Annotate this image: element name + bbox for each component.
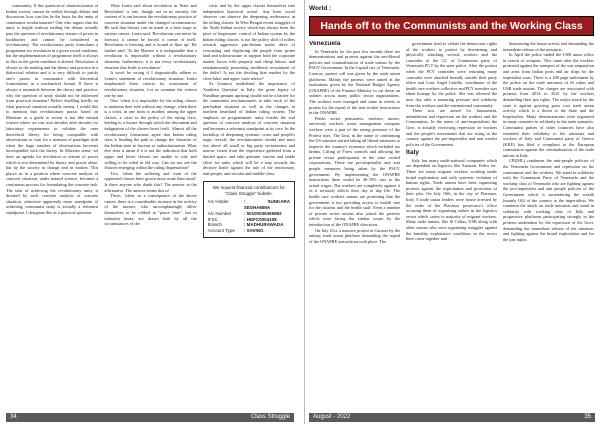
paragraph: government tried to violate the democratic rights of the workers to protest by threatening and physically attacking several workers and the comrades of the CC of Communist party of Venezuela PCV by the state police. After the protest when the PCV comrades were returning many comrades were attacked brutally outside their party office and Com. Angel Castillo, coordinator of the health care workers collective and PCV member was taken hostage by the police. She was released the next day after a mounting pressure and solidarity from the workers and the international community. [406,41,497,108]
right-page [304,0,600,424]
section-tag: World : [309,5,332,12]
paragraph: Three, 'when, as a consequence of the above causes, there is a considerable increase in the activity of the masses, who uncomplainingly allow themselves to be robbed in "peace time", but in turbulent times, are drawn both by all the circumstances of the [104,193,197,227]
paragraph: On July 21st, a massive protest in Caracas by the unitary trade union platform demanding the repeal of the ONAPRE instructions took place. The [309,227,400,244]
right-footer-bar [309,413,595,422]
section-heading: Italy [406,149,420,157]
paragraph: community. If this question of characterization of Indian society cannot be settled through debate and discussion, how can this be the basis for the unity of communist revolutionaries? One who argues that the unity is fragile without settling the debate actually puts the question of revolutionary seizure of power in backburner and cannot be considered as revolutionary. The revolutionary party formulates a programme for revolution in a given social condition, but the implementation of programme itself is always in flux as the given condition is altered. Revolution is always in the making and the theory and practice in a dialectical relation and it is very difficult to justify one's praxis in consonance with theoretical formulations in a mechanical format. If there is always a mismatch between the theory and practice, why the question of unity should not be addressed from practical situation? Before dwelling briefly on what practical situation actually means, I would like to mention that revolutionary praxis based on Marxism as a guide to action is not like natural science where we can wait decades after decades for laboratory experiments to validate the ones theoretical theory for being compatible with observations or wait for a moment of paradigm shift when the large number of observations becomes incompatible with the theory. In Marxian sense, we have an agenda for revolution or seizure of power which is not determined by theory and praxis alone, but by the society in change and in motion. This places us in a position where concrete analysis of concrete situation, under natural science, becomes a continuous process for formulating the concrete task. The task of achieving the revolutionary unity is dictated by such concrete analysis of concrete situation, otherwise apparently more standpoint of achieving communist unity is actually a reformist standpoint. I designate this as a practical question. [6,3,99,215]
paragraph: Italy has many multi-national companies which are dependent on logistics like Amazon, Fedex etc. There are many migrant workers working under brutal exploitation and with systemic violation of human rights. Trade unions have been organizing protests against the exploitation and protection of their jobs. On July 19th, in the city of Piacenza, Italy, 8 trade union leaders were house arrested by the order of the Piacenza prosecutor's office accusing them of organising strikes in the logistics sector which caters to majority of migrant workers. Many trade unions, like SI Cobas, USB along with other unions who were organizing struggles against the brutality exploitative conditions in the sector have come together and [406,157,497,242]
paragraph: Public sector pensioners, teachers, nurses, university workers, waste management company workers were a part of the strong presence of the Protest sites. The Unit, in the name of confronting the US sanction started taking all liberal measures to improve the country's economy which included tax breaks, Lifting of Forex controls and allowing the private sector participation in the state owned corporations. These are pro-imperialist and anti people measures being taken by the PSUV government. By implementing the ONAPRE instructions there would be 40-70% cuts to the actual wages. The workers are completely against it as it seriously affects their day to day life. The health care workers unions are protesting that the government is not providing access to health care for the citizens and the health staff. Even a number of private sector unions also joined the protests which were facing the similar issues by the introduction of the ONAPRE directions. [309,115,400,227]
left-column-2 [104,3,196,406]
paragraph: These acts are aimed for harassment, intimidation and repression on the workers and the Communists. In the name of anti-imperialism the Govt. is actually exercising repression on workers and the people's movements that are rising in the country against the pro-imperialist and anti worker policies of the Government. [406,108,497,147]
paragraph: As Gramsci underlined the importance of 'Southern Question' in Italy, the great legacy of Naxalbari peasant uprising should not be a barrier for the communist revolutionaries to take stock of the pan-Indian situation as well as the changes in northern heartland of Indian ruling system. The emphasis on programmatic unity evades the real question of concrete analysis of concrete situation and becomes a reformist standpoint at its core. In the backdrop of deepening systemic crisis and people's tragic revival, the revolutionaries should and must rise above all small or big party sectarianism and narrow vision from the experience gathered from a limited space, and take genuine, sincere and stable effort for unity which will be a step towards the decisive battle against the rule of the reactionary, anti-people, anti-secular and middle-class. [202,81,295,176]
bank-key: IFSC [207,216,218,222]
bank-key: A/c Number [207,210,232,216]
section-heading: Venezuela [309,41,341,47]
left-columns [6,3,295,406]
bank-value: : SAVING [243,228,264,234]
page-number: 34 [10,414,17,420]
bank-value: : MADHURAWADA [243,222,284,228]
bank-key: Account Type [207,228,235,234]
left-footer-bar [6,413,294,422]
paragraph: Two, 'when the suffering and want of the oppressed classes have grown more acute than usual'. Is there anyone who doubt this? The answer in the affirmative. The answer seems this is! [104,170,197,193]
paragraph: What Lenin said about revolution in 'State and Revolution' is true, though not in its entirety, the content of it can become the revolutionary practice of concrete situation under the changed circumstances. He said that history can be made at a later stage or various causes. Lenin said, 'Revolutions can never be forecast; it cannot be forced; it comes of itself. Revolution is brewing and is bound to flare up'. He further said, 'To the Marxist it is indisputable that a revolution is impossible without a revolutionary situation; furthermore, it is not every revolutionary situation that leads to revolution'. [104,3,197,70]
footer-label: August - 2022 [313,414,351,420]
paragraph: In April the police raided the USB union office in search of weapons. This came after the workers protested against the transport of the war amputation and arms from Italian ports and air ships for the imperialist wars. There is a 200 page indictment by the police on the trade unionists of SI cobas and USB trade unions. The charges are associated with protests from 2014 to 2021 by the workers demanding their just rights. The major attack by the state is against growing grass root trade union activity which is a threat to the State and the Imperialists. Many demonstrations were organized in many countries in solidarity to the trade unionists. Communist parties of other countries have also extended their solidarity to the unionists and workers of Italy and Communist party of Greece (KKE) has filed a complaint to the European commission against the criminalization of the trade unions in Italy. [503,52,594,158]
right-column-2 [406,41,497,395]
contribution-appeal-box [203,181,295,238]
bank-row [208,199,290,211]
appeal-intro: We request financial contributions for "Class Struggle" bulletin. [212,185,285,196]
paragraph: One, 'when it is impossible for the ruling classes to maintain their rule without any change, when there is a crisis, in one form or another, among the upper classes, a crisis in the policy of the ruling class, leading to a fissure through which the discontent and indignation of the classes burst forth'. Almost all the revolutionary formations agree that Indian ruling class is heading the path to change the character of the Indian state to fascism or authoritarianism. What else does it mean if it is not the indication that both upper and lower classes are unable to rule and willing to be ruled in old way. Can we not see the fissures emerging within the ruling dispensation? [104,98,197,171]
paragraph: CPI(ML) condemns the anti-people policies of the Venezuela Government and repression on the communists and the workers. We stand in solidarity with the Communist Party of Venezuela and the working class of Venezuela who are fighting against the pro-imperialist and anti people policies of the Government which is surrendering the wealth (mainly Oil) of the country to the imperialists. We condemn the attack on trade unionists and stand in solidarity with working class of Italy and progressive platforms participating strongly in the protests undertaken by the repression of the Govt. demanding the immediate release of the unionists and fighting against the brutal exploitation and for the just rights. [503,158,594,242]
footer-label: Class Struggle [250,414,290,420]
paragraph: It won't be wrong if I dogmatically adhere to Lenin's statement of revolutionary situation. Lenin emphasized three criteria for assessment of revolutionary situation. Let us examine the criteria one by one. [104,70,197,98]
bank-value: : SUNKARA SESHAMMA [243,199,290,211]
right-columns [309,41,594,395]
bank-key: A/c Holder [207,199,229,205]
paragraph: In Venezuela for the past few months there are demonstrations and protests against the neo-liberal policies and criminalisation of trade unions by the PSUV Government. In the Capital city of Venezuela, Caracas, protest call was given by the trade union platforms. Mainly the protests were aimed at the institutions given by the National Budget Agency (ONAPRE) of the Finance Ministry to cut down on salaries across many public sector organizations. The workers were outraged and came in streets to protest for the repeal of the anti worker instructions in the ONAPRE. [309,48,400,116]
right-column-3 [503,41,594,395]
left-column-3 [203,3,295,406]
paragraph: crisis and by the upper classes themselves into independent historical action'. Any keen social observer can observe the deepening restlessness in the toiling classes. In West Bengal recent struggles of the North Indian society which has always been the pivot of hegemonic control of Indian system by the Indian ruling classes, is not the policy shift of toilers towards aggressive pan-Indian statist drive of evacuating and displacing the people from prime land and infrastructure to support both the corporate market forces with property and cheap labour, and simultaneously promoting neoliberal recruitment of the dalits? Is not the dividing bias market by the close-labor and upper caste advice? [202,3,295,81]
bank-key: Branch [207,222,222,228]
bank-row [208,228,290,234]
right-column-1 [309,41,400,395]
bank-details-table [208,199,290,234]
bank-value: : 50100036365892 [243,210,282,216]
paragraph: denouncing the house arrests and demanding the immediate release of the unionists. [503,41,594,52]
page-number: 35 [584,414,591,420]
article-title: Hands off to the Communists and the Working Class [309,16,594,36]
left-column-1 [6,3,98,406]
bank-row [208,211,290,217]
bank-value: : HDFC0004108 [243,216,277,222]
